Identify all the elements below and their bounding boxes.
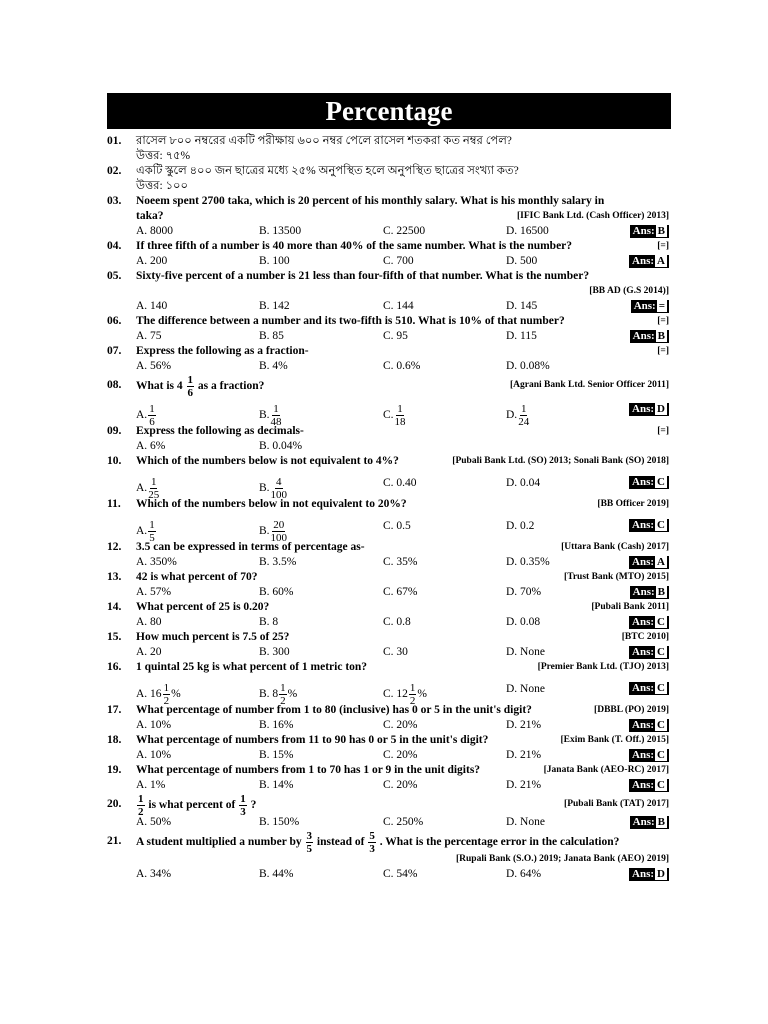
question-row — [107, 344, 671, 359]
answer-letter: C — [657, 749, 665, 761]
question-row — [107, 733, 671, 748]
question-number: 16. — [107, 661, 122, 673]
question-item — [107, 763, 671, 793]
source-citation: [IFIC Bank Ltd. (Cash Officer) 2013] — [517, 211, 669, 221]
options-row — [107, 396, 671, 428]
source-citation: [Janata Bank (AEO-RC) 2017] — [543, 765, 669, 775]
fraction-numerator: 4 — [276, 476, 282, 488]
source-citation: [=] — [657, 316, 669, 326]
option: D. 145 — [506, 300, 538, 312]
option: B. 60% — [259, 586, 294, 598]
answer-badge: Ans: C — [629, 749, 669, 762]
fraction-denominator: 3 — [369, 843, 375, 855]
question-item — [107, 600, 671, 630]
answer-letter: C — [657, 646, 665, 658]
options-row — [107, 675, 671, 707]
question-number: 04. — [107, 240, 122, 252]
option: D. $\frac{1}{24}$ — [506, 403, 530, 428]
source-citation: [DBBL (PO) 2019] — [594, 705, 669, 715]
option: B. $\frac{1}{48}$ — [259, 403, 282, 428]
options-row — [107, 329, 671, 344]
fraction-denominator: 5 — [306, 843, 312, 855]
options-row — [107, 867, 671, 882]
question-row-continued — [107, 209, 671, 224]
fraction-numerator: 1 — [150, 476, 157, 488]
question-number: 21. — [107, 835, 122, 847]
option: A. 50% — [136, 816, 172, 828]
question-number: 09. — [107, 425, 122, 437]
option: A. 10% — [136, 749, 172, 761]
question-text: একটি স্কুলে ৪০০ জন ছাত্রের মধ্যে ২৫% অনুপস্থিত হলে অনুপস্থিত ছাত্রের সংখ্যা কত? — [136, 165, 519, 177]
question-number: 06. — [107, 315, 122, 327]
option: A. 140 — [136, 300, 168, 312]
options-row — [107, 645, 671, 660]
option: A. 80 — [136, 616, 162, 628]
option: D. 16500 — [506, 225, 549, 237]
source-citation: [Premier Bank Ltd. (TJO) 2013] — [537, 662, 669, 672]
question-text: $\frac{1}{2}$ is what percent of $\frac{1}{3}$ ? — [138, 793, 257, 818]
question-item — [107, 239, 671, 269]
option: C. 0.8 — [383, 616, 411, 628]
option: B. $\frac{4}{100}$ — [259, 476, 288, 501]
options-row — [107, 615, 671, 630]
options-row — [107, 815, 671, 830]
question-item — [107, 269, 671, 314]
option: B. $\frac{20}{100}$ — [259, 519, 288, 544]
question-row — [107, 269, 671, 284]
option: C. 700 — [383, 255, 414, 267]
question-row — [107, 703, 671, 718]
answer-letter: D — [657, 403, 665, 415]
question-text: 42 is what percent of 70? — [136, 571, 258, 583]
option: C. 250% — [383, 816, 424, 828]
question-item — [107, 660, 671, 707]
answer-letter: A — [657, 255, 665, 267]
question-item — [107, 497, 671, 544]
option: D. 70% — [506, 586, 542, 598]
answer-row — [107, 179, 671, 194]
option: A. 20 — [136, 646, 162, 658]
option: D. 0.08% — [506, 360, 550, 372]
question-number: 18. — [107, 734, 122, 746]
option: C. 22500 — [383, 225, 426, 237]
question-row — [107, 497, 671, 512]
option: D. None — [506, 816, 545, 828]
answer-letter: D — [657, 868, 665, 880]
option: D. 0.2 — [506, 520, 535, 532]
option: C. 144 — [383, 300, 414, 312]
option: B. 14% — [259, 779, 294, 791]
option: D. 0.08 — [506, 616, 541, 628]
source-citation: [Pubali Bank Ltd. (SO) 2013; Sonali Bank (SO) 2018] — [452, 456, 669, 466]
fraction-numerator: 1 — [240, 793, 246, 805]
question-item — [107, 424, 671, 454]
option: C. 0.40 — [383, 477, 417, 489]
fraction-numerator: 1 — [397, 403, 403, 415]
answer-letter: B — [657, 225, 665, 237]
answer-badge: Ans: = — [631, 300, 669, 313]
question-text: What percentage of numbers from 11 to 90 has 0 or 5 in the unit's digit? — [136, 734, 489, 746]
page-title: Percentage — [107, 93, 671, 129]
fraction-denominator: 24 — [518, 416, 530, 428]
option: C. 20% — [383, 749, 418, 761]
option: A. 75 — [136, 330, 162, 342]
option: B. 85 — [259, 330, 284, 342]
option: D. 115 — [506, 330, 537, 342]
options-row — [107, 299, 671, 314]
answer-badge: Ans: C — [629, 519, 669, 532]
question-item — [107, 164, 671, 194]
question-text: 1 quintal 25 kg is what percent of 1 metric ton? — [136, 661, 368, 673]
question-number: 11. — [107, 498, 121, 510]
answer-badge: Ans: C — [629, 616, 669, 629]
source-citation: [BTC 2010] — [621, 632, 669, 642]
answer-badge: Ans: C — [629, 682, 669, 695]
option: D. 500 — [506, 255, 538, 267]
question-text: Which of the numbers below in not equivalent to 20%? — [136, 498, 407, 510]
question-text-continued: taka? — [136, 210, 164, 222]
question-text: 3.5 can be expressed in terms of percentage as- — [136, 541, 365, 553]
answer-badge: Ans: C — [629, 476, 669, 489]
options-row — [107, 585, 671, 600]
fraction-numerator: 1 — [138, 793, 144, 805]
question-number: 10. — [107, 455, 122, 467]
question-item — [107, 454, 671, 501]
question-number: 13. — [107, 571, 122, 583]
question-number: 17. — [107, 704, 122, 716]
option: B. 0.04% — [259, 440, 303, 452]
source-citation: [Pubali Bank 2011] — [591, 602, 669, 612]
question-row — [107, 164, 671, 179]
question-item — [107, 703, 671, 733]
question-list — [107, 134, 671, 882]
option: C. 20% — [383, 719, 418, 731]
answer-badge: Ans: C — [629, 646, 669, 659]
options-row — [107, 778, 671, 793]
question-item — [107, 630, 671, 660]
option: C. 67% — [383, 586, 418, 598]
question-number: 08. — [107, 379, 122, 391]
option: A. $\frac{1}{5}$ — [136, 519, 155, 544]
option: D. 21% — [506, 779, 542, 791]
question-row — [107, 424, 671, 439]
fraction-numerator: 20 — [273, 519, 285, 531]
question-number: 12. — [107, 541, 122, 553]
answer-badge: Ans: D — [629, 868, 669, 881]
fraction-numerator: 1 — [280, 682, 286, 694]
question-row — [107, 630, 671, 645]
option: D. 21% — [506, 749, 542, 761]
answer-letter: C — [657, 519, 665, 531]
option: B. 300 — [259, 646, 290, 658]
question-text: Express the following as a fraction- — [136, 345, 309, 357]
question-text: What percentage of numbers from 1 to 70 has 1 or 9 in the unit digits? — [136, 764, 481, 776]
answer-letter: B — [657, 816, 665, 828]
fraction-denominator: 2 — [163, 695, 170, 707]
fraction-denominator: 2 — [138, 806, 144, 818]
option: C. 30 — [383, 646, 408, 658]
fraction-numerator: 1 — [409, 682, 416, 694]
option: A. 56% — [136, 360, 172, 372]
option: B. 13500 — [259, 225, 302, 237]
option: A. 16 $\frac{1}{2}$ % — [136, 682, 181, 707]
question-number: 02. — [107, 165, 122, 177]
options-row — [107, 512, 671, 544]
option: B. 16% — [259, 719, 294, 731]
source-citation: [Agrani Bank Ltd. Senior Officer 2011] — [509, 380, 669, 390]
question-number: 07. — [107, 345, 122, 357]
options-row — [107, 555, 671, 570]
question-item — [107, 733, 671, 763]
fraction-numerator: 3 — [306, 830, 312, 842]
option: D. 0.35% — [506, 556, 550, 568]
fraction-denominator: 3 — [240, 806, 246, 818]
question-row — [107, 374, 671, 399]
option: C. 20% — [383, 779, 418, 791]
question-row — [107, 239, 671, 254]
source-citation: [Rupali Bank (S.O.) 2019; Janata Bank (AEO) 2019] — [456, 854, 669, 864]
source-citation: [=] — [657, 241, 669, 251]
option: C. 0.5 — [383, 520, 411, 532]
question-row — [107, 793, 671, 818]
option: A. $\frac{1}{25}$ — [136, 476, 160, 501]
question-text: What is 4 $\frac{1}{6}$ as a fraction? — [136, 374, 265, 399]
fraction-denominator: 48 — [270, 416, 282, 428]
option: C. 0.6% — [383, 360, 421, 372]
option: C. 12 $\frac{1}{2}$ % — [383, 682, 428, 707]
question-number: 01. — [107, 135, 122, 147]
question-text: The difference between a number and its two-fifth is 510. What is 10% of that number? — [136, 315, 565, 327]
fraction-numerator: 1 — [273, 403, 279, 415]
fraction-denominator: 6 — [187, 387, 194, 399]
question-text: রাসেল ৮০০ নম্বরের একটি পরীক্ষায় ৬০০ নম্বর পেলে রাসেল শতকরা কত নম্বর পেল? — [136, 135, 512, 147]
fraction-numerator: 5 — [369, 830, 375, 842]
question-text: Sixty-five percent of a number is 21 less than four-fifth of that number. What is the number? — [136, 270, 590, 282]
option: D. 0.04 — [506, 477, 541, 489]
answer-badge: Ans: C — [629, 779, 669, 792]
option: D. 64% — [506, 868, 542, 880]
fraction-denominator: 25 — [148, 489, 160, 501]
question-text: Noeem spent 2700 taka, which is 20 percent of his monthly salary. What is his monthly salary in — [136, 195, 605, 207]
option: B. 8 — [259, 616, 279, 628]
option: A. 57% — [136, 586, 172, 598]
question-text: What percentage of number from 1 to 80 (inclusive) has 0 or 5 in the unit's digit? — [136, 704, 532, 716]
fraction-numerator: 1 — [149, 403, 155, 415]
source-citation: [Pubali Bank (TAT) 2017] — [564, 799, 669, 809]
fraction-denominator: 5 — [149, 532, 155, 544]
option: A. 6% — [136, 440, 166, 452]
question-item — [107, 830, 671, 882]
question-item — [107, 570, 671, 600]
fraction-denominator: 2 — [280, 695, 286, 707]
source-citation: [BB Officer 2019] — [597, 499, 669, 509]
option: A. 8000 — [136, 225, 174, 237]
source-citation: [=] — [657, 426, 669, 436]
option: A. 34% — [136, 868, 172, 880]
answer-badge: Ans: C — [629, 719, 669, 732]
option: B. 4% — [259, 360, 288, 372]
answer-badge: Ans: B — [630, 586, 669, 599]
option: A. $\frac{1}{6}$ — [136, 403, 155, 428]
option: B. 44% — [259, 868, 294, 880]
source-citation: [Exim Bank (T. Off.) 2015] — [560, 735, 669, 745]
question-item — [107, 344, 671, 374]
answer-letter: C — [657, 616, 665, 628]
answer-letter: C — [657, 682, 665, 694]
answer-letter: = — [658, 300, 665, 312]
options-row — [107, 254, 671, 269]
question-text: Express the following as decimals- — [136, 425, 304, 437]
fraction-denominator: 100 — [270, 489, 288, 501]
fraction-denominator: 2 — [409, 695, 416, 707]
answer-letter: A — [657, 556, 665, 568]
question-text: A student multiplied a number by $\frac{3}{5}$ instead of $\frac{5}{3}$ . What is the percentage error in the calculation? — [136, 830, 620, 855]
question-number: 03. — [107, 195, 122, 207]
fraction-denominator: 18 — [394, 416, 406, 428]
option: B. 100 — [259, 255, 290, 267]
answer-letter: C — [657, 476, 665, 488]
fraction-numerator: 1 — [187, 374, 194, 386]
question-row — [107, 830, 671, 855]
option: B. 3.5% — [259, 556, 297, 568]
option: B. 142 — [259, 300, 290, 312]
option: A. 1% — [136, 779, 166, 791]
question-row-continued — [107, 852, 671, 867]
source-citation: [BB AD (G.S 2014)] — [589, 286, 669, 296]
option: D. None — [506, 683, 545, 695]
question-text: Which of the numbers below is not equivalent to 4%? — [136, 455, 399, 467]
option: D. 21% — [506, 719, 542, 731]
question-number: 14. — [107, 601, 122, 613]
question-item — [107, 540, 671, 570]
answer-text: উত্তর: ৭৫% — [136, 150, 191, 162]
question-row — [107, 314, 671, 329]
source-citation: [Trust Bank (MTO) 2015] — [564, 572, 669, 582]
fraction-numerator: 1 — [163, 682, 170, 694]
question-row — [107, 194, 671, 209]
source-citation: [=] — [657, 346, 669, 356]
question-item — [107, 194, 671, 239]
options-row — [107, 359, 671, 374]
answer-letter: C — [657, 719, 665, 731]
question-item — [107, 314, 671, 344]
fraction-numerator: 1 — [520, 403, 527, 415]
answer-letter: B — [657, 330, 665, 342]
question-row — [107, 600, 671, 615]
answer-badge: Ans: B — [630, 816, 669, 829]
option: B. 15% — [259, 749, 294, 761]
answer-badge: Ans: B — [630, 225, 669, 238]
question-row — [107, 134, 671, 149]
fraction-denominator: 6 — [149, 416, 155, 428]
source-citation: [Uttara Bank (Cash) 2017] — [561, 542, 669, 552]
fraction-numerator: 1 — [149, 519, 155, 531]
question-row — [107, 763, 671, 778]
answer-badge: Ans: D — [629, 403, 669, 416]
answer-badge: Ans: A — [629, 255, 669, 268]
question-row — [107, 570, 671, 585]
question-row — [107, 454, 671, 469]
question-sheet — [107, 93, 671, 882]
question-row — [107, 660, 671, 675]
options-row — [107, 469, 671, 501]
question-number: 19. — [107, 764, 122, 776]
answer-letter: B — [657, 586, 665, 598]
option: B. 150% — [259, 816, 300, 828]
option: B. 8 $\frac{1}{2}$ % — [259, 682, 298, 707]
answer-row — [107, 149, 671, 164]
option: C. 54% — [383, 868, 418, 880]
option: A. 200 — [136, 255, 168, 267]
option: A. 350% — [136, 556, 177, 568]
options-row — [107, 224, 671, 239]
question-row-continued — [107, 284, 671, 299]
question-row — [107, 540, 671, 555]
answer-badge: Ans: B — [630, 330, 669, 343]
option: C. $\frac{1}{18}$ — [383, 403, 406, 428]
question-text: What percent of 25 is 0.20? — [136, 601, 270, 613]
answer-badge: Ans: A — [629, 556, 669, 569]
question-item — [107, 134, 671, 164]
question-number: 05. — [107, 270, 122, 282]
answer-letter: C — [657, 779, 665, 791]
option: C. 35% — [383, 556, 418, 568]
option: C. 95 — [383, 330, 408, 342]
option: D. None — [506, 646, 545, 658]
answer-text: উত্তর: ১০০ — [136, 180, 188, 192]
options-row — [107, 748, 671, 763]
options-row — [107, 718, 671, 733]
fraction-denominator: 100 — [270, 532, 288, 544]
options-row — [107, 439, 671, 454]
question-item — [107, 793, 671, 830]
question-text: If three fifth of a number is 40 more than 40% of the same number. What is the number? — [136, 240, 573, 252]
question-number: 20. — [107, 798, 122, 810]
question-number: 15. — [107, 631, 122, 643]
question-text: How much percent is 7.5 of 25? — [136, 631, 290, 643]
question-item — [107, 374, 671, 428]
option: A. 10% — [136, 719, 172, 731]
